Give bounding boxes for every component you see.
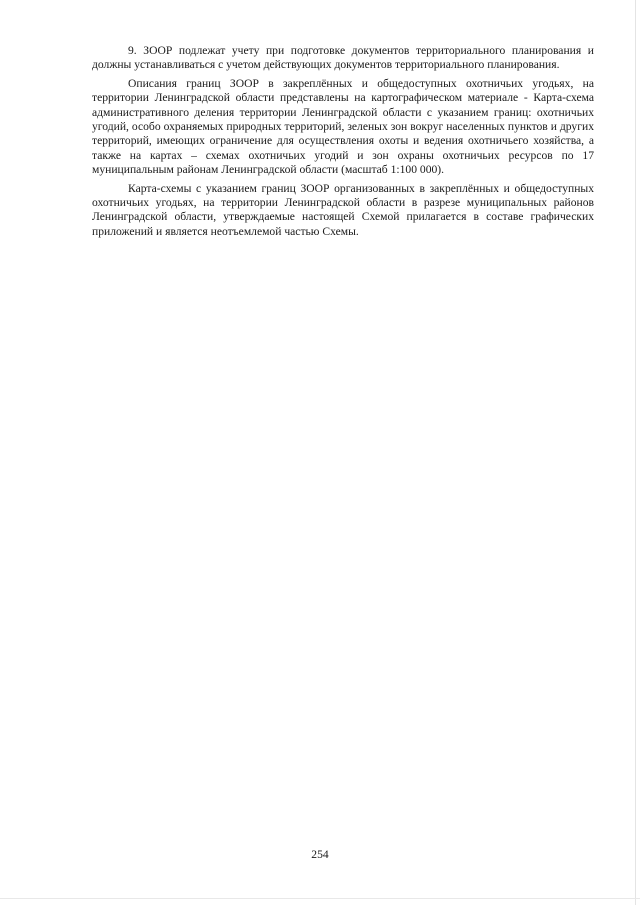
paragraph-map-schemes: Карта-схемы с указанием границ ЗООР организованных в закреплённых и общедоступных охотничьих угодьях, на территории Ленинградской области в разрезе муниципальных районов Ленинградской области, утверждаемые настоящей Схемой прилагается в составе графических приложений и является неотъемлемой частью Схемы.: [92, 181, 594, 238]
paragraph-boundaries-description: Описания границ ЗООР в закреплённых и общедоступных охотничьих угодьях, на территории Ленинградской области представлены на картографическом материале - Карта-схема административного деления территории Ленинградской области с указанием границ: охотничьих угодий, особо охраняемых природных территорий, зеленых зон вокруг населенных пунктов и других территорий, имеющих ограничение для осуществления охоты и ведения охотничьего хозяйства, а также на картах – схемах охотничьих угодий и зон охраны охотничьих ресурсов по 17 муниципальным районам Ленинградской области (масштаб 1:100 000).: [92, 76, 594, 177]
page-number: 254: [311, 848, 329, 861]
page-edge-bottom: [0, 898, 640, 899]
paragraph-item-9: 9. ЗООР подлежат учету при подготовке документов территориального планирования и должны устанавливаться с учетом действующих документов территориального планирования.: [92, 44, 594, 72]
page-edge-right: [635, 0, 636, 905]
document-body: [92, 44, 594, 239]
